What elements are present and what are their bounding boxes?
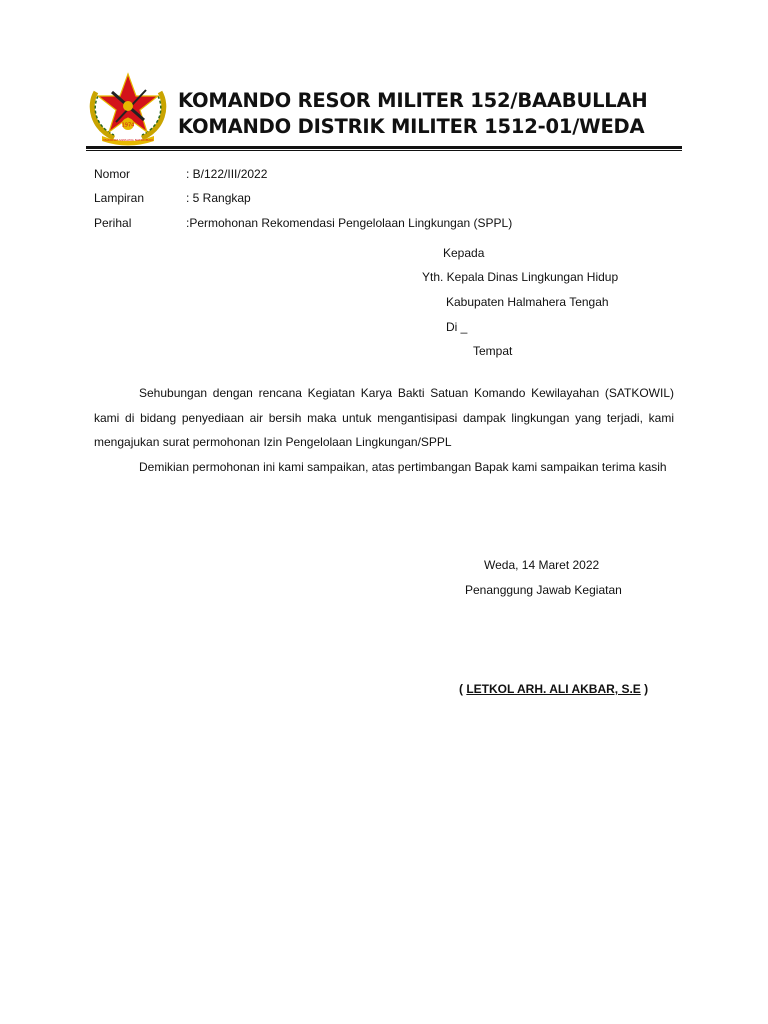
letterhead-line-1: KOMANDO RESOR MILITER 152/BAABULLAH [178, 89, 648, 112]
perihal-value: :Permohonan Rekomendasi Pengelolaan Lingkungan (SPPL) [186, 216, 513, 230]
recipient-di: Di _ [446, 320, 468, 334]
recipient-tempat: Tempat [473, 344, 513, 358]
signature-name: LETKOL ARH. ALI AKBAR, S.E [466, 682, 641, 696]
emblem-logo [84, 72, 172, 146]
logo-banner-text: MAKODIM SIWALIMA NATIKOMAN [103, 138, 153, 142]
signature-place-date: Weda, 14 Maret 2022 [484, 558, 600, 572]
lampiran-value: : 5 Rangkap [186, 191, 251, 205]
nomor-value: : B/122/III/2022 [186, 167, 268, 181]
signature-open-paren: ( [459, 682, 463, 696]
letterhead-line-2: KOMANDO DISTRIK MILITER 1512-01/WEDA [178, 115, 645, 138]
lampiran-label: Lampiran [94, 191, 145, 205]
letterhead-divider-thin [86, 150, 682, 151]
body-paragraph-2: Demikian permohonan ini kami sampaikan, atas pertimbangan Bapak kami sampaikan terima kasih [139, 460, 667, 474]
letterhead [178, 88, 648, 140]
body-paragraph-1: Sehubungan dengan rencana Kegiatan Karya Bakti Satuan Komando Kewilayahan (SATKOWIL) kami di bidang penyediaan air bersih maka untuk mengantisipasi dampak lingkungan yang terjadi, kami mengajukan surat permohonan Izin Pengelolaan Lingkungan/SPPL [94, 386, 674, 449]
letterhead-divider-thick [86, 146, 682, 149]
signature-close-paren: ) [644, 682, 649, 696]
recipient-regency: Kabupaten Halmahera Tengah [446, 295, 609, 309]
nomor-label: Nomor [94, 167, 131, 181]
recipient-kepada: Kepada [443, 246, 485, 260]
logo-year-text: 1974 [121, 122, 135, 129]
signature-position: Penanggung Jawab Kegiatan [465, 583, 622, 597]
signature-block [459, 681, 648, 697]
perihal-label: Perihal [94, 216, 132, 230]
recipient-title: Yth. Kepala Dinas Lingkungan Hidup [422, 270, 619, 284]
